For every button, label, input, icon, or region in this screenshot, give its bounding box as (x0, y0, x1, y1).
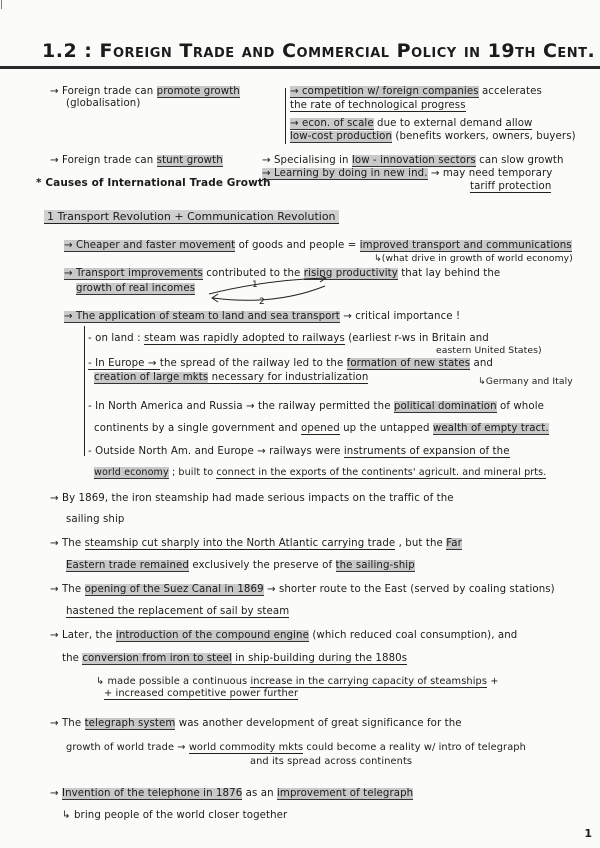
transport-p1: → Cheaper and faster movement of goods and people = improved transport and communications (64, 240, 572, 251)
point-1-line2: sailing ship (66, 514, 125, 525)
intro-row4: → Learning by doing in new ind. → may need temporary (262, 168, 553, 179)
transport-sub1-line2: eastern United States) (436, 345, 542, 356)
point-4: → Later, the introduction of the compound engine (which reduced coal consumption), and (50, 630, 518, 641)
intro-row3-right: → Specialising in low - innovation sectors can slow growth (262, 155, 564, 166)
intro-bracket (285, 88, 286, 144)
section-heading: 1 Transport Revolution + Communication Revolution (44, 210, 339, 224)
point-3-line2: hastened the replacement of sail by steam (66, 606, 290, 617)
transport-sub2-note: ↳Germany and Italy (478, 376, 573, 387)
transport-p3: → The application of steam to land and sea transport → critical importance ! (64, 311, 461, 322)
cycle-label-1: 1 (252, 280, 258, 290)
title-underline (0, 66, 600, 69)
page-number: 1 (584, 827, 592, 840)
transport-sub3: - In North America and Russia → the railway permitted the political domination of whole (88, 401, 544, 412)
point-4-line2: the conversion from iron to steel in ship-building during the 1880s (62, 653, 408, 664)
transport-sub2-line2: creation of large mkts necessary for industrialization (94, 372, 369, 383)
causes-heading: * Causes of International Trade Growth (36, 177, 271, 189)
margin-mark: | (0, 0, 4, 10)
point-1: → By 1869, the iron steamship had made serious impacts on the traffic of the (50, 493, 454, 504)
point-5-line3: and its spread across continents (250, 756, 413, 767)
transport-sub2: - In Europe → the spread of the railway led to the formation of new states and (88, 358, 493, 369)
intro-benefit-2: → econ. of scale due to external demand allow (290, 118, 533, 129)
transport-sub4-line2: world economy ; built to connect in the exports of the continents' agricult. and mineral prts. (94, 467, 547, 478)
cycle-arrows (205, 274, 335, 308)
intro-row1: → Foreign trade can promote growth (50, 86, 240, 97)
point-4-line4: + increased competitive power further (104, 688, 299, 699)
transport-p1-note: ↳(what drive in growth of world economy) (374, 253, 573, 264)
transport-p2: → Transport improvements contributed to the rising productivity that lay behind the (64, 268, 501, 279)
transport-sub-bracket (84, 326, 85, 456)
point-6: → Invention of the telephone in 1876 as an improvement of telegraph (50, 788, 414, 799)
point-3: → The opening of the Suez Canal in 1869 → shorter route to the East (served by coaling stations) (50, 584, 555, 595)
intro-row3: → Foreign trade can stunt growth (50, 155, 223, 166)
point-5-line2: growth of world trade → world commodity mkts could become a reality w/ intro of telegraph (66, 742, 526, 753)
transport-p2-line2: growth of real incomes (76, 283, 196, 294)
page-title: 1.2 : Foreign Trade and Commercial Policy in 19th Cent. (42, 40, 596, 62)
intro-row4-tail: tariff protection (470, 181, 552, 192)
intro-benefit-2-line2: low-cost production (benefits workers, owners, buyers) (290, 131, 576, 142)
point-4-line3: ↳ made possible a continuous increase in the carrying capacity of steamships + (96, 676, 499, 687)
point-2: → The steamship cut sharply into the North Atlantic carrying trade , but the Far (50, 538, 462, 549)
point-2-line2: Eastern trade remained exclusively the preserve of the sailing-ship (66, 560, 415, 571)
transport-sub1: - on land : steam was rapidly adopted to railways (earliest r-ws in Britain and (88, 333, 489, 344)
transport-sub4: - Outside North Am. and Europe → railways were instruments of expansion of the (88, 446, 510, 457)
intro-benefit-1: → competition w/ foreign companies accelerates (290, 86, 542, 97)
point-6-line2: ↳ bring people of the world closer together (62, 810, 288, 821)
intro-row2: (globalisation) (66, 98, 141, 109)
cycle-label-2: 2 (259, 297, 265, 307)
point-5: → The telegraph system was another development of great significance for the (50, 718, 462, 729)
intro-benefit-1-line2: the rate of technological progress (290, 100, 466, 111)
transport-sub3-line2: continents by a single government and opened up the untapped wealth of empty tract. (94, 423, 549, 434)
